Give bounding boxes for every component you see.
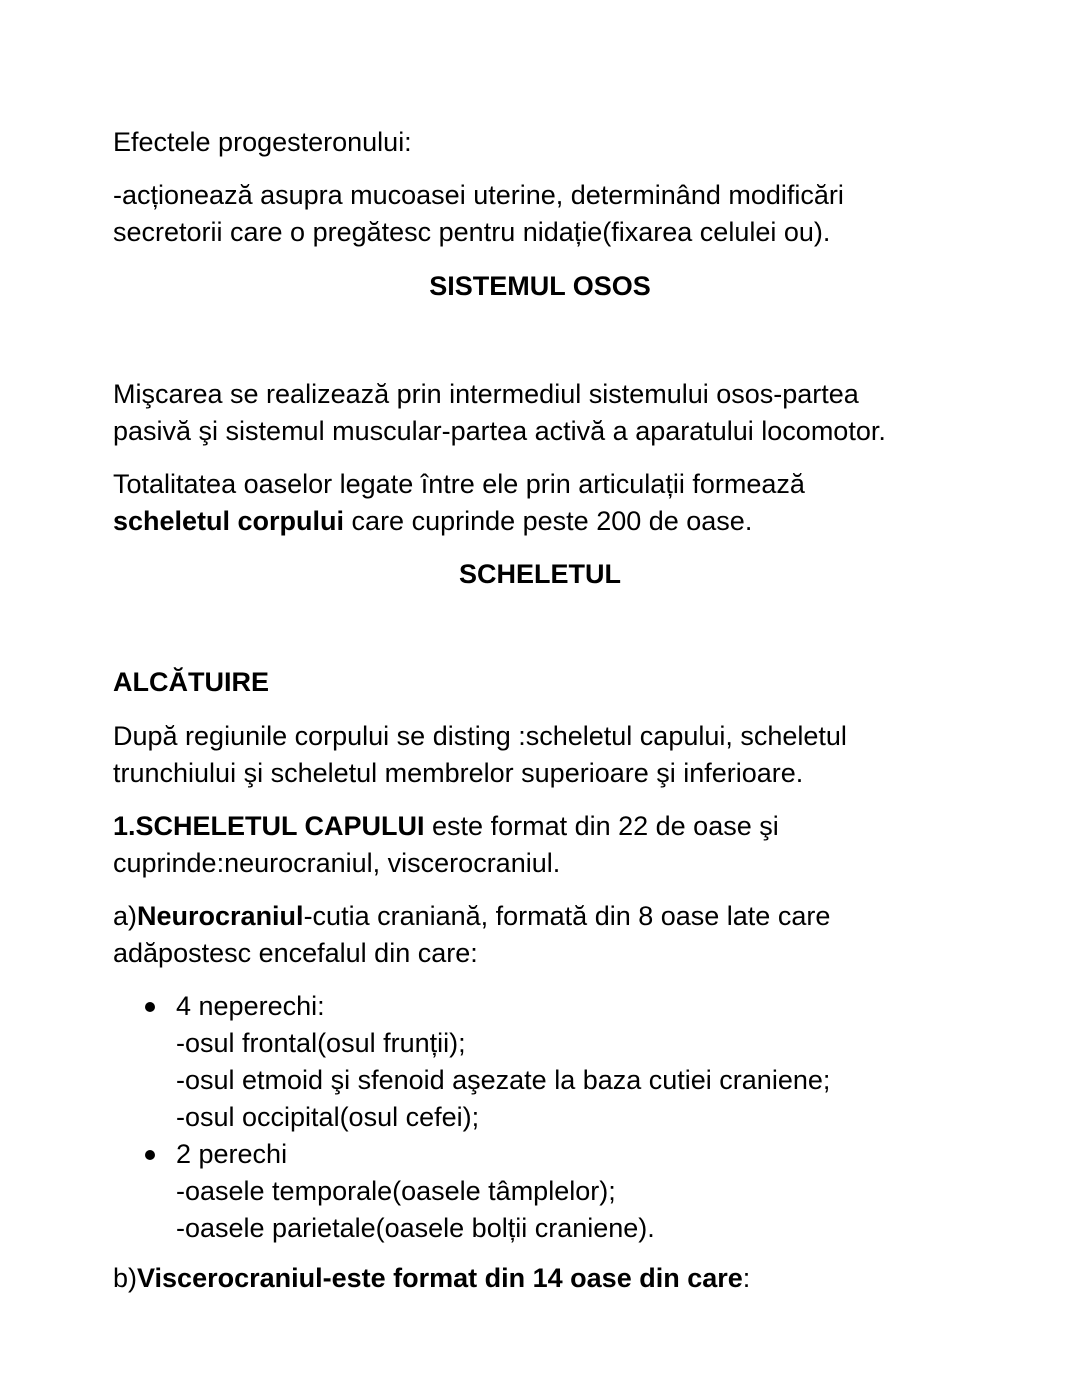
bold-term: Viscerocraniul-este format din 14 oase din care bbox=[137, 1263, 743, 1293]
paragraph-miscarea: Mişcarea se realizează prin intermediul sistemului osos-partea pasivă şi sistemul muscular-partea activă a aparatului locomotor. bbox=[113, 379, 886, 446]
section-title-scheletul: SCHELETUL bbox=[459, 559, 621, 589]
bullet-list bbox=[113, 988, 996, 1247]
bold-term: 1.SCHELETUL CAPULUI bbox=[113, 811, 425, 841]
progesterone-heading: Efectele progesteronului: bbox=[113, 127, 412, 157]
list-item-title: 2 perechi bbox=[176, 1139, 288, 1169]
text: a) bbox=[113, 901, 138, 931]
text: : bbox=[742, 1263, 751, 1293]
text: Totalitatea oaselor legate între ele prin articulații formează bbox=[113, 469, 805, 499]
progesterone-effects: -acționează asupra mucoasei uterine, determinând modificări secretorii care o pregătesc pentru nidație(fixarea celulei ou). bbox=[113, 180, 844, 247]
section-title-sistemul-osos: SISTEMUL OSOS bbox=[429, 271, 651, 301]
bullet-icon bbox=[145, 1150, 155, 1160]
paragraph-viscerocraniul bbox=[113, 1260, 973, 1297]
heading-alcatuire: ALCĂTUIRE bbox=[113, 667, 269, 697]
text: care cuprinde peste 200 de oase. bbox=[344, 506, 753, 536]
list-item-title: 4 neperechi: bbox=[176, 991, 325, 1021]
text: -cutia craniană, formată din 8 oase late care adăpostesc encefalul din care: bbox=[113, 901, 831, 968]
list-item-line: -osul frontal(osul frunții); bbox=[176, 1028, 466, 1058]
paragraph-neurocraniul bbox=[113, 898, 883, 972]
list-item bbox=[176, 1136, 996, 1247]
paragraph-scheletul-capului bbox=[113, 808, 853, 882]
text: b) bbox=[113, 1263, 138, 1293]
list-item-line: -oasele parietale(oasele bolții craniene). bbox=[176, 1213, 655, 1243]
list-item-line: -oasele temporale(oasele tâmplelor); bbox=[176, 1176, 616, 1206]
list-item-line: -osul etmoid şi sfenoid aşezate la baza cutiei craniene; bbox=[176, 1065, 831, 1095]
list-item bbox=[176, 988, 996, 1136]
list-item-line: -osul occipital(osul cefei); bbox=[176, 1102, 480, 1132]
bold-term: scheletul corpului bbox=[113, 506, 345, 536]
bold-term: Neurocraniul bbox=[137, 901, 304, 931]
paragraph-totalitatea bbox=[113, 466, 873, 540]
bullet-icon bbox=[145, 1002, 155, 1012]
text: este format din 22 de oase şi cuprinde:neurocraniul, viscerocraniul. bbox=[113, 811, 779, 878]
paragraph-dupa: După regiunile corpului se disting :scheletul capului, scheletul trunchiului şi scheletul membrelor superioare şi inferioare. bbox=[113, 721, 847, 788]
